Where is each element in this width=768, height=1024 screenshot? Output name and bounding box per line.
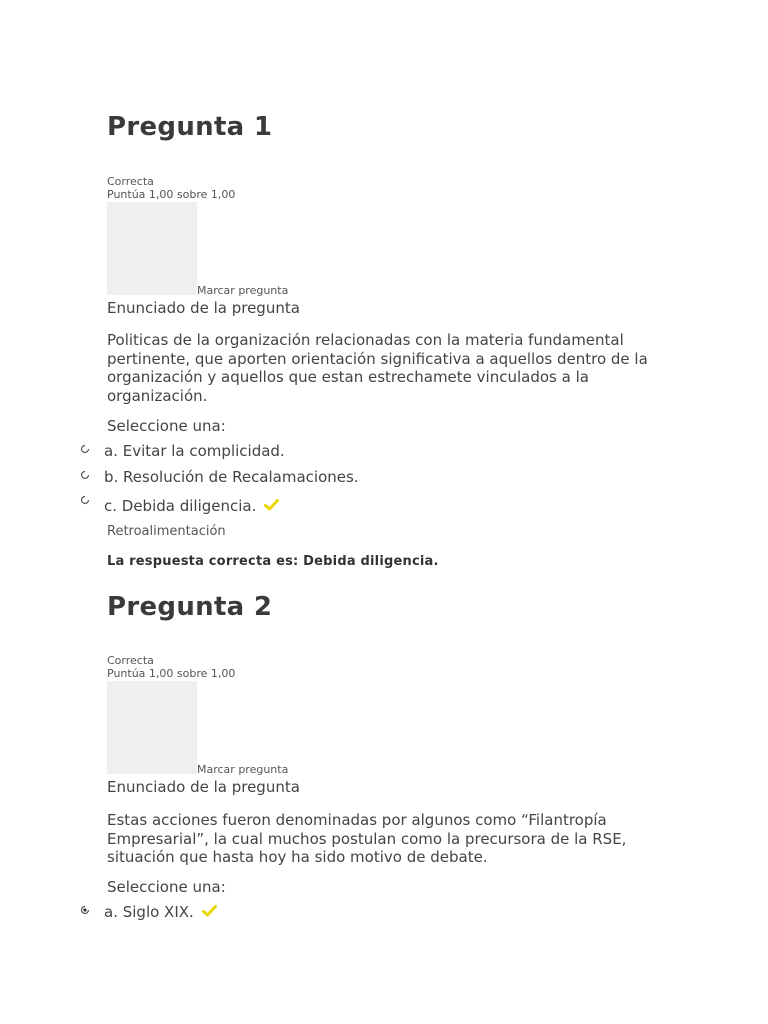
select-one-label: Seleccione una:: [107, 878, 226, 896]
radio-option-b[interactable]: [80, 465, 90, 475]
option-a[interactable]: [104, 903, 217, 921]
option-a[interactable]: [104, 442, 285, 460]
question-text: Politicas de la organización relacionadas con la materia fundamental pertinente, que aporten orientación significativa a aquellos dentro de la organización y aquellos que estan estrechamete vinculados a la organización.: [107, 331, 648, 405]
question-info: [107, 654, 235, 680]
radio-option-c[interactable]: [80, 490, 90, 500]
score-text: Puntúa 1,00 sobre 1,00: [107, 667, 236, 680]
radio-option-a[interactable]: [80, 439, 90, 449]
option-label: b. Resolución de Recalamaciones.: [104, 468, 359, 486]
check-icon: [202, 905, 217, 917]
question-title: Pregunta 1: [107, 112, 273, 142]
select-one-label: Seleccione una:: [107, 417, 226, 435]
flag-question-area[interactable]: [107, 681, 197, 774]
score-text: Puntúa 1,00 sobre 1,00: [107, 188, 236, 201]
question-statement-heading: Enunciado de la pregunta: [107, 299, 300, 317]
option-c[interactable]: [104, 497, 279, 515]
option-label: c. Debida diligencia.: [104, 497, 257, 515]
correct-answer-text: La respuesta correcta es: Debida diligencia.: [107, 554, 439, 569]
status-text: Correcta: [107, 654, 154, 667]
option-label: a. Evitar la complicidad.: [104, 442, 285, 460]
flag-question-link[interactable]: Marcar pregunta: [197, 763, 289, 776]
question-info: [107, 175, 235, 201]
question-text: Estas acciones fueron denominadas por algunos como “Filantropía Empresarial”, la cual muchos postulan como la precursora de la RSE, situación que hasta hoy ha sido motivo de debate.: [107, 811, 627, 866]
question-title: Pregunta 2: [107, 592, 273, 622]
feedback-heading: Retroalimentación: [107, 524, 226, 539]
radio-option-a-selected[interactable]: [80, 900, 90, 910]
flag-question-area[interactable]: [107, 202, 197, 295]
option-b[interactable]: [104, 468, 359, 486]
option-label: a. Siglo XIX.: [104, 903, 194, 921]
question-statement-heading: Enunciado de la pregunta: [107, 778, 300, 796]
check-icon: [264, 499, 279, 511]
flag-question-link[interactable]: Marcar pregunta: [197, 284, 289, 297]
status-text: Correcta: [107, 175, 154, 188]
